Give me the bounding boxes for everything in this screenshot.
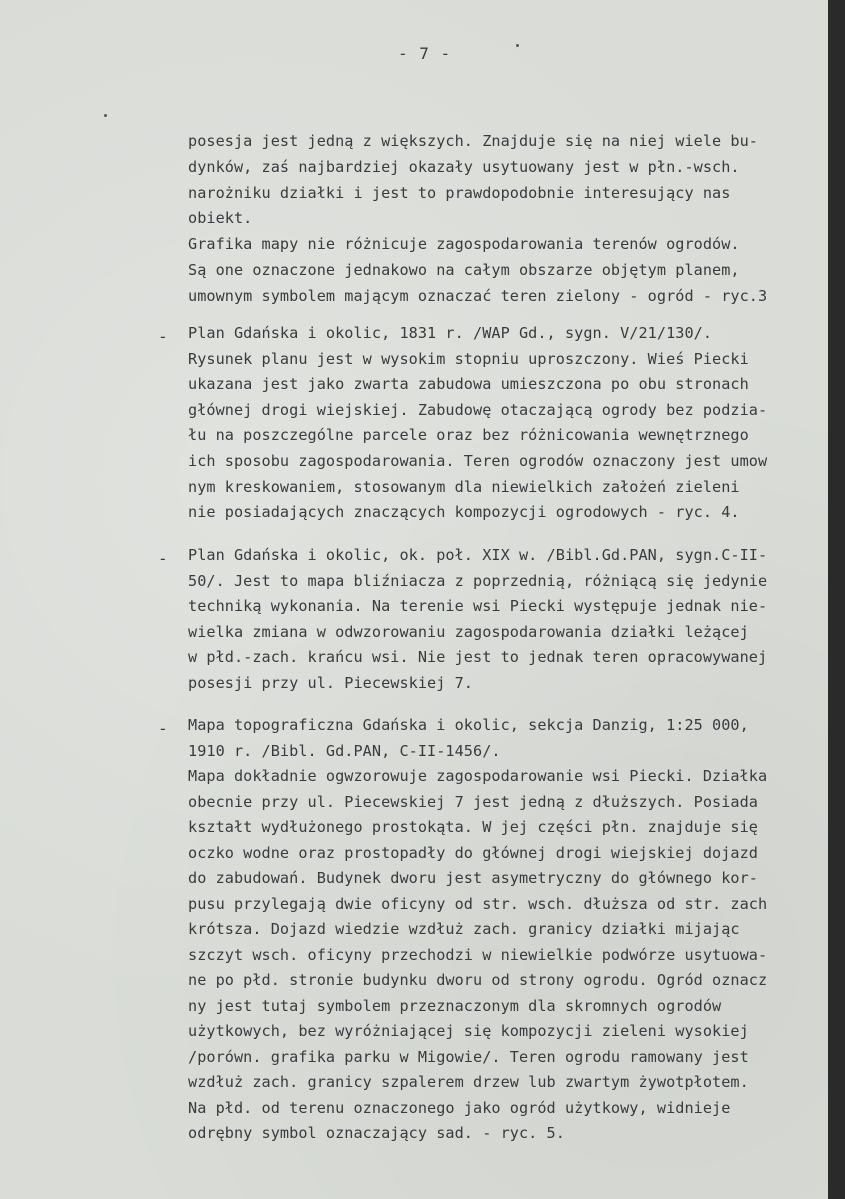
text-line: odrębny symbol oznaczający sad. - ryc. 5. bbox=[188, 1124, 565, 1142]
text-line: obecnie przy ul. Piecewskiej 7 jest jedną z dłuższych. Posiada bbox=[188, 792, 759, 811]
text-line: narożniku działki i jest to prawdopodobnie interesujący nas bbox=[188, 183, 731, 202]
text-line: Grafika mapy nie różnicuje zagospodarowania terenów ogrodów. bbox=[188, 235, 740, 254]
text-line: 50/. Jest to mapa bliźniacza z poprzednią, różniącą się jedynie bbox=[188, 571, 768, 590]
text-line: Plan Gdańska i okolic, ok. poł. XIX w. /Bibl.Gd.PAN, sygn.C-II- bbox=[188, 546, 768, 564]
speck bbox=[104, 114, 107, 117]
text-line: posesji przy ul. Piecewskiej 7. bbox=[188, 674, 474, 692]
text-line: dynków, zaś najbardziej okazały usytuowany jest w płn.-wsch. bbox=[188, 157, 740, 176]
text-line: ne po płd. stronie budynku dworu od strony ogrodu. Ogród oznacz bbox=[188, 971, 768, 989]
text-line: do zabudowań. Budynek dworu jest asymetryczny do głównego kor- bbox=[188, 869, 759, 887]
text-line: użytkowych, bez wyróżniającej się kompozycji zieleni wysokiej bbox=[188, 1022, 749, 1040]
text-line: nie posiadających znaczących kompozycji ogrodowych - ryc. 4. bbox=[188, 503, 740, 522]
text-line: w płd.-zach. krańcu wsi. Nie jest to jednak teren opracowywanej bbox=[188, 648, 768, 667]
text-line: ny jest tutaj symbolem przeznaczonym dla skromnych ogrodów bbox=[188, 996, 722, 1015]
bullet-dash: - bbox=[158, 327, 168, 346]
text-line: posesja jest jedną z większych. Znajduje się na niej wiele bu- bbox=[188, 132, 759, 150]
text-line: Na płd. od terenu oznaczonego jako ogród użytkowy, widnieje bbox=[188, 1098, 731, 1117]
text-line: 1910 r. /Bibl. Gd.PAN, C-II-1456/. bbox=[188, 741, 501, 760]
text-line: ich sposobu zagospodarowania. Teren ogrodów oznaczony jest umow bbox=[188, 452, 768, 470]
text-line: Mapa topograficzna Gdańska i okolic, sekcja Danzig, 1:25 000, bbox=[188, 716, 749, 734]
page-number: - 7 - bbox=[398, 44, 452, 63]
text-line: umownym symbolem mającym oznaczać teren zielony - ogród - ryc.3 bbox=[188, 286, 768, 305]
text-line: głównej drogi wiejskiej. Zabudowę otaczającą ogrody bez podzia- bbox=[188, 400, 768, 419]
text-line: wzdłuż zach. granicy szpalerem drzew lub zwartym żywotpłotem. bbox=[188, 1073, 749, 1091]
text-line: kształt wydłużonego prostokąta. W jej części płn. znajduje się bbox=[188, 818, 759, 836]
bullet-dash: - bbox=[158, 549, 168, 568]
text-line: nym kreskowaniem, stosowanym dla niewielkich założeń zieleni bbox=[188, 477, 740, 496]
text-line: /porówn. grafika parku w Migowie/. Teren ogrodu ramowany jest bbox=[188, 1047, 749, 1066]
text-line: ukazana jest jako zwarta zabudowa umieszczona po obu stronach bbox=[188, 375, 749, 394]
text-line: oczko wodne oraz prostopadły do głównej drogi wiejskiej dojazd bbox=[188, 843, 759, 862]
text-line: Rysunek planu jest w wysokim stopniu uproszczony. Wieś Piecki bbox=[188, 349, 749, 368]
text-line: techniką wykonania. Na terenie wsi Piecki występuje jednak nie- bbox=[188, 597, 768, 616]
bullet-dash: - bbox=[158, 719, 168, 738]
text-line: obiekt. bbox=[188, 209, 253, 228]
text-line: szczyt wsch. oficyny przechodzi w niewielkie podwórze usytuowa- bbox=[188, 945, 768, 964]
text-line: pusu przylegają dwie oficyny od str. wsch. dłuższa od str. zach bbox=[188, 894, 768, 913]
text-line: Są one oznaczone jednakowo na całym obszarze objętym planem, bbox=[188, 261, 740, 279]
text-line: wielka zmiana w odwzorowaniu zagospodarowania działki leżącej bbox=[188, 622, 749, 641]
text-line: Mapa dokładnie ogwzorowuje zagospodarowanie wsi Piecki. Działka bbox=[188, 767, 768, 785]
text-line: łu na poszczególne parcele oraz bez różnicowania wewnętrznego bbox=[188, 426, 749, 445]
speck bbox=[516, 44, 519, 47]
text-line: Plan Gdańska i okolic, 1831 r. /WAP Gd., sygn. V/21/130/. bbox=[188, 324, 713, 342]
text-line: krótsza. Dojazd wiedzie wzdłuż zach. granicy działki mijając bbox=[188, 920, 740, 938]
